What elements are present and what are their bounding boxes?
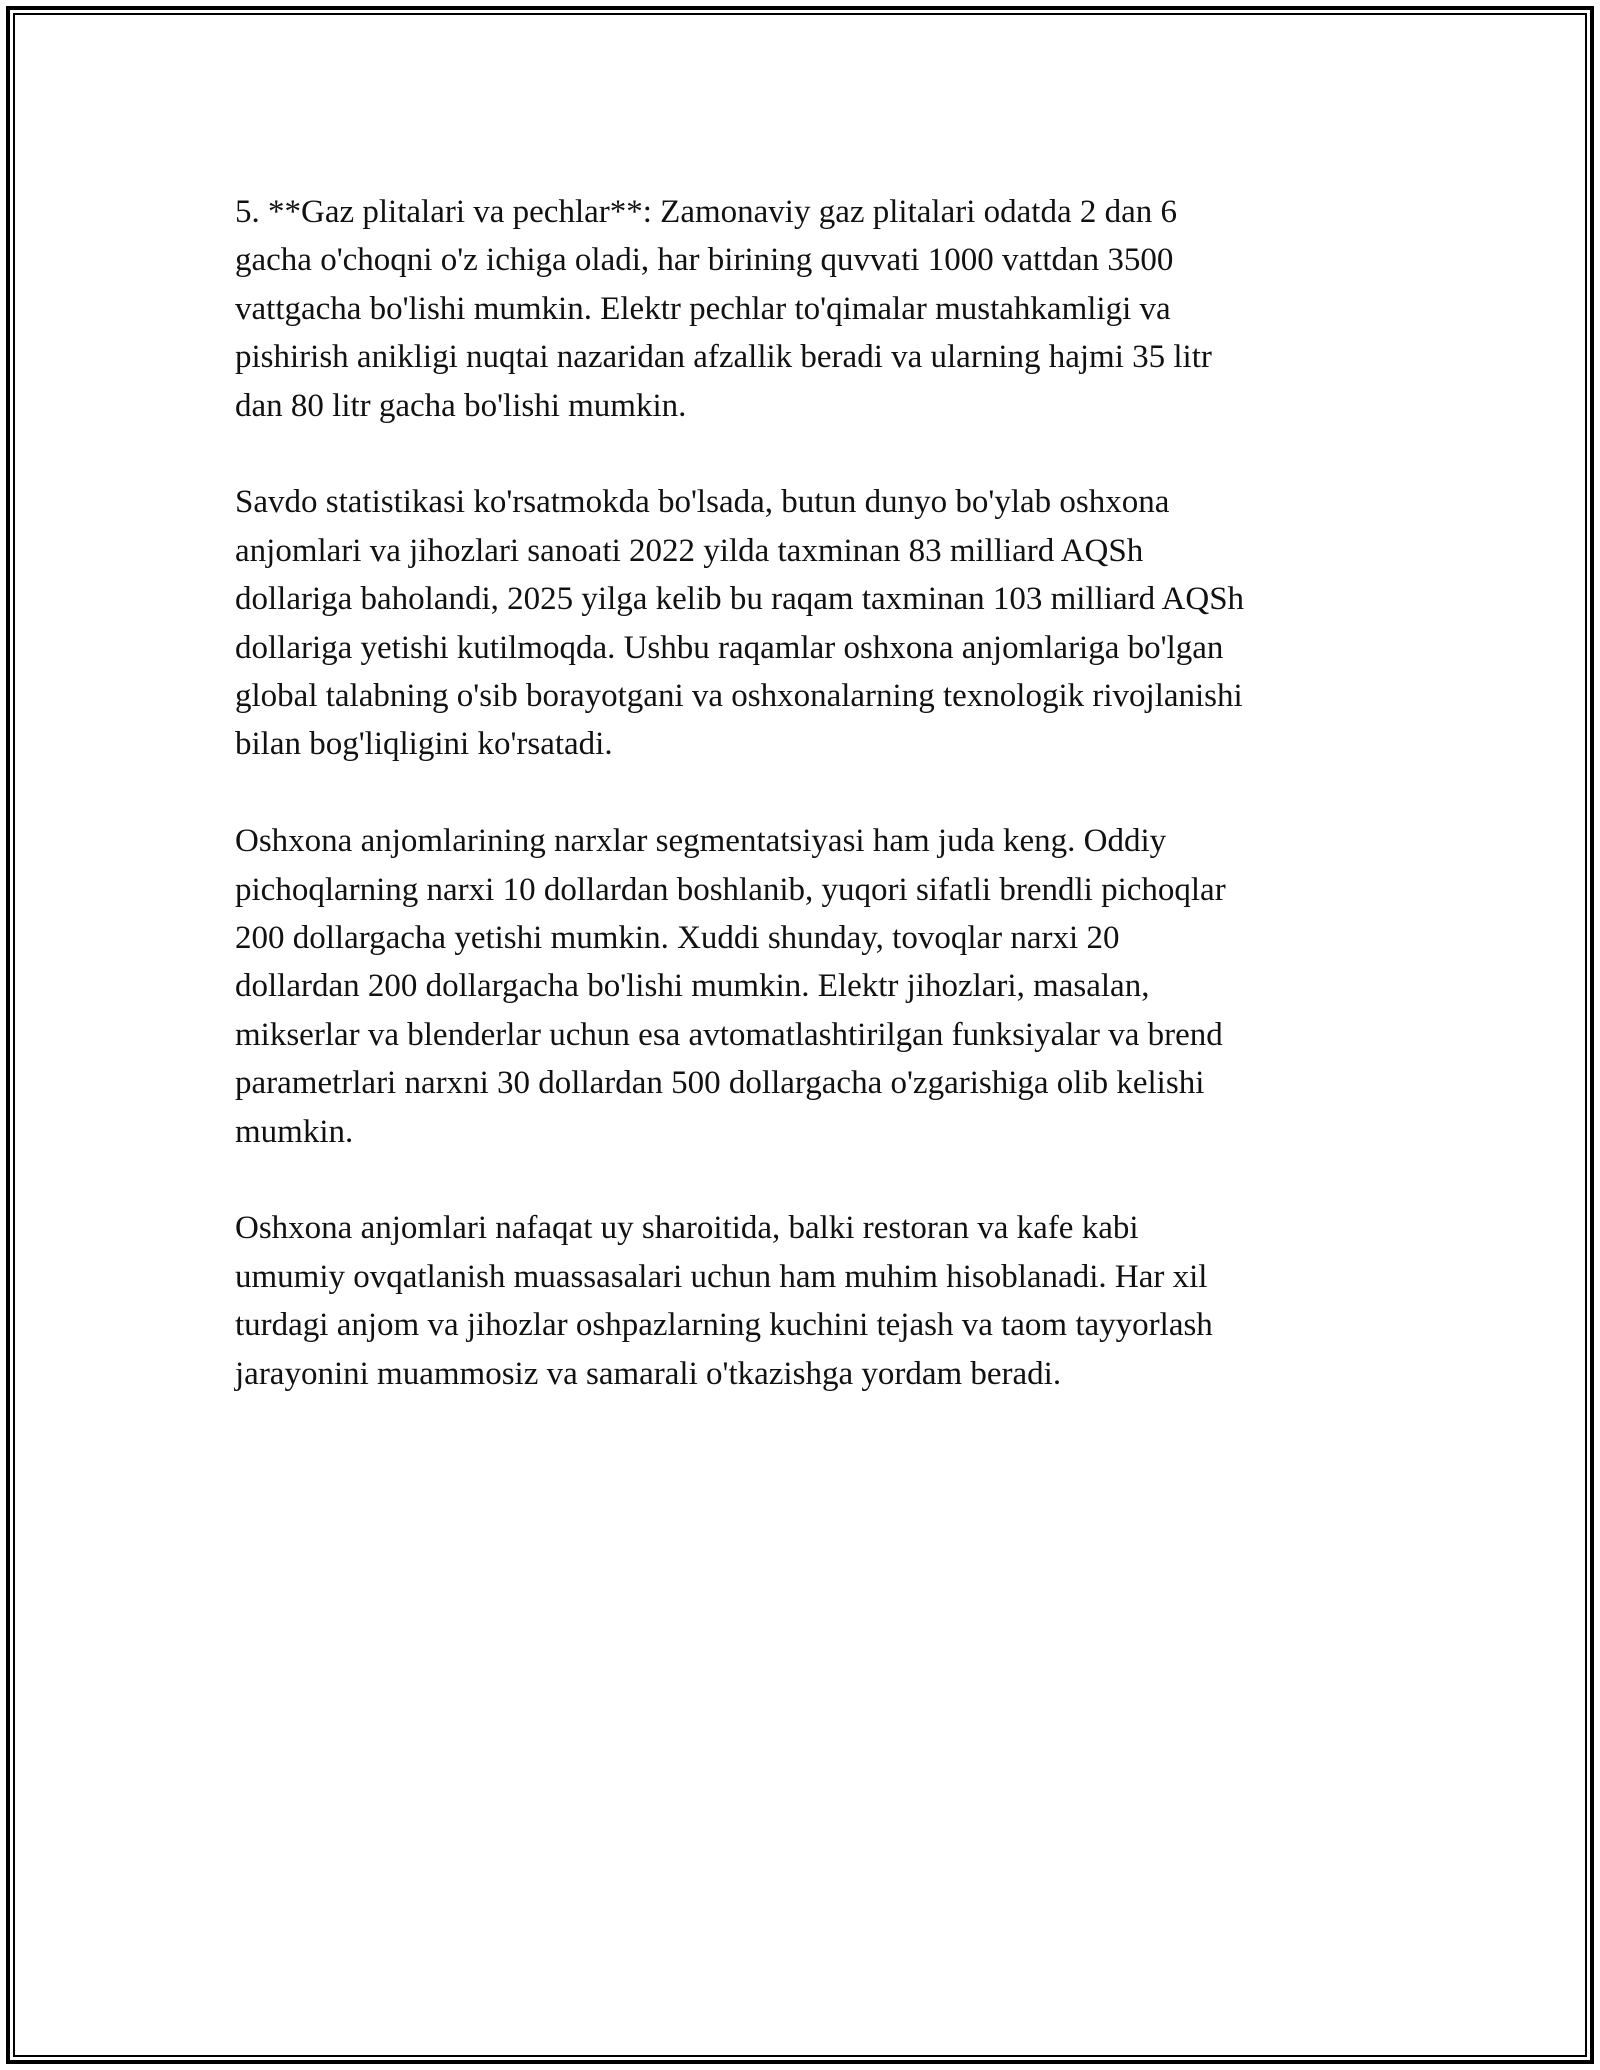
text-line: 5. **Gaz plitalari va pechlar**: Zamonaviy gaz plitalari odatda 2 dan 6 xyxy=(235,194,1177,230)
text-line: bilan bog'liqligini ko'rsatadi. xyxy=(235,726,613,763)
text-line: mikserlar va blenderlar uchun esa avtomatlashtirilgan funksiyalar va brend xyxy=(235,1016,1223,1053)
text-line: dan 80 litr gacha bo'lishi mumkin. xyxy=(235,387,687,424)
text-line: 200 dollargacha yetishi mumkin. Xuddi shunday, tovoqlar narxi 20 xyxy=(235,920,1120,957)
paragraph-gas-stoves xyxy=(235,188,1375,430)
text-line: jarayonini muammosiz va samarali o'tkazishga yordam beradi. xyxy=(235,1355,1062,1392)
text-line: anjomlari va jihozlari sanoati 2022 yilda taxminan 83 milliard AQSh xyxy=(235,532,1144,569)
document-body xyxy=(235,188,1375,1447)
text-line: dollariga yetishi kutilmoqda. Ushbu raqamlar oshxona anjomlariga bo'lgan xyxy=(235,629,1224,666)
text-line: pichoqlarning narxi 10 dollardan boshlanib, yuqori sifatli brendli pichoqlar xyxy=(235,871,1226,908)
text-line: global talabning o'sib borayotgani va oshxonalarning texnologik rivojlanishi xyxy=(235,678,1243,715)
text-line: Oshxona anjomlarining narxlar segmentatsiyasi ham juda keng. Oddiy xyxy=(235,823,1167,860)
text-line: Savdo statistikasi ko'rsatmokda bo'lsada, butun dunyo bo'ylab oshxona xyxy=(235,484,1170,521)
text-line: mumkin. xyxy=(235,1113,354,1150)
text-line: dollardan 200 dollargacha bo'lishi mumkin. Elektr jihozlari, masalan, xyxy=(235,968,1150,1005)
paragraph-sales-statistics xyxy=(235,478,1375,768)
text-line: gacha o'choqni o'z ichiga oladi, har birining quvvati 1000 vattdan 3500 xyxy=(235,242,1174,279)
text-line: vattgacha bo'lishi mumkin. Elektr pechlar to'qimalar mustahkamligi va xyxy=(235,290,1171,327)
text-line: Oshxona anjomlari nafaqat uy sharoitida, balki restoran va kafe kabi xyxy=(235,1210,1139,1247)
text-line: umumiy ovqatlanish muassasalari uchun ham muhim hisoblanadi. Har xil xyxy=(235,1258,1208,1295)
text-line: parametrlari narxni 30 dollardan 500 dollargacha o'zgarishiga olib kelishi xyxy=(235,1065,1205,1102)
paragraph-public-catering xyxy=(235,1204,1375,1398)
text-line: dollariga baholandi, 2025 yilga kelib bu raqam taxminan 103 milliard AQSh xyxy=(235,581,1245,618)
text-line: turdagi anjom va jihozlar oshpazlarning kuchini tejash va taom tayyorlash xyxy=(235,1307,1213,1344)
text-line: pishirish anikligi nuqtai nazaridan afzallik beradi va ularning hajmi 35 litr xyxy=(235,339,1212,376)
paragraph-price-segmentation xyxy=(235,817,1375,1156)
